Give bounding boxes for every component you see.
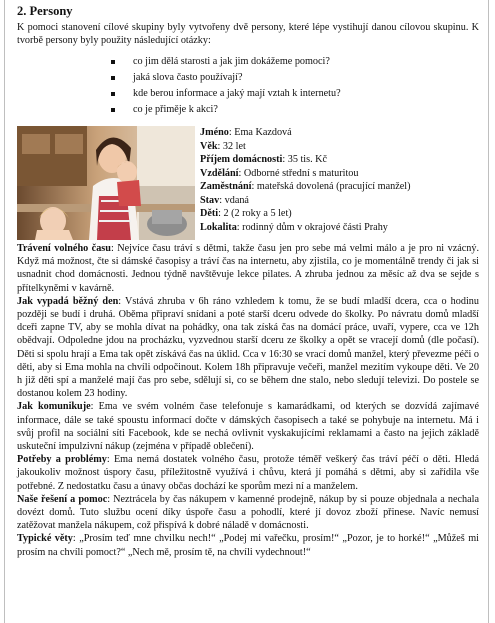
paragraph-solution: [17, 493, 479, 533]
paragraph-label: Naše řešení a pomoc: [17, 493, 108, 505]
paragraph-label: Potřeby a problémy: [17, 454, 107, 466]
paragraph-needs-problems: [17, 453, 479, 493]
profile-row: [200, 180, 410, 194]
section-heading: 2. Persony: [17, 4, 73, 18]
profile-row: [200, 140, 410, 154]
page-border-left: [4, 0, 5, 623]
paragraph-text: : „Prosím teď mne chvilku nech!“ „Podej mi vařečku, prosím!“ „Pozor, je to horké!“ „Můžeš mi prosím na chvíli pomoct?“ „Nech mě, prosím tě, na chvíli vydechnout!“: [17, 533, 479, 558]
paragraph-typical-phrases: [17, 532, 479, 558]
profile-row: [200, 126, 410, 140]
profile-label: Příjem domácnosti: [200, 154, 283, 165]
profile-row: [200, 167, 410, 181]
profile-label: Věk: [200, 140, 218, 152]
paragraph-label: Jak vypadá běžný den: [17, 295, 119, 307]
intro-paragraph: K pomoci stanovení cílové skupiny byly vytvořeny dvě persony, které lépe vystihují danou cílovou skupinu. K tvorbě persony byly použity následující otázky:: [17, 22, 479, 47]
profile-value: : Odborné střední s maturitou: [238, 167, 359, 179]
profile-value: : rodinný dům v okrajové části Prahy: [236, 221, 388, 233]
profile-row: [200, 153, 410, 167]
profile-value: : 32 let: [217, 140, 246, 152]
paragraph-text: : Neztrácela by čas nákupem v kamenné prodejně, nákup by si pouze objednala a nechala dovézt domů. Tuto službu ocení díky úspoře času a pohodlí, které jí dovoz zboží přinese. Navíc nemusí zatěžovat manžela nákupem, což přispívá k dobré náladě v domácnosti.: [17, 493, 479, 532]
profile-row: [200, 221, 410, 235]
persona-description: [17, 242, 479, 559]
profile-value: : mateřská dovolená (pracující manžel): [251, 181, 411, 192]
question-item: kde berou informace a jaký mají vztah k internetu?: [108, 86, 341, 102]
profile-row: [200, 207, 410, 221]
paragraph-typical-day: [17, 295, 479, 401]
paragraph-text: : Ema ve svém volném čase telefonuje s kamarádkami, od kterých se dozvídá zajímavé informace, dále se také spoustu informací dočte v dámských časopisech a také se pohybuje na internetu. Má i svůj profil na sociální síti Facebook, kde se nechá ovlivnit vyskakujícími reklamami a často na jejich základě uskuteční impulzivní nákup (zejména v případě oblečení).: [17, 401, 479, 453]
questions-list: [108, 54, 341, 118]
profile-label: Zaměstnání: [200, 181, 252, 192]
profile-row: [200, 194, 410, 208]
question-item: co je přiměje k akci?: [108, 102, 341, 118]
question-item: co jim dělá starosti a jak jim dokážeme pomoci?: [108, 54, 341, 70]
paragraph-text: : Nejvíce času tráví s dětmi, takže času jen pro sebe má velmi málo a je pro ni vzácný. Když má možnost, čte si dámské časopisy a tráví čas na internetu, aby zjistila, co je momentálně trendy či jak si usnadnit chod domácnosti. Jednou týdně navštěvuje lekce pilates. A zhruba jednou za měsíc až dva se sejde s přítelkyněmi v kavárně.: [17, 243, 479, 294]
page-border-right: [488, 0, 489, 623]
question-item: jaká slova často používají?: [108, 70, 341, 86]
persona-profile: [200, 126, 410, 234]
paragraph-label: Jak komunikuje: [17, 401, 91, 413]
paragraph-text: : Ema nemá dostatek volného času, protože téměř veškerý čas tráví péčí o děti. Hledá jakoukoliv možnost úspory času, příležitostně využívá i chůvu, která jí pomáhá s dětmi, aby si zařídila vše potřebné. Z nedostatku času a únavy občas dochází ke sporům mezi ní a manželem.: [17, 454, 479, 492]
profile-label: Vzdělání: [200, 167, 239, 179]
paragraph-label: Typické věty: [17, 533, 73, 545]
paragraph-communication: [17, 400, 479, 453]
persona-photo: [17, 126, 195, 240]
paragraph-free-time: [17, 242, 479, 295]
kitchen-mother-children-image: [17, 126, 195, 240]
profile-label: Lokalita: [200, 221, 237, 233]
profile-label: Jméno: [200, 127, 229, 138]
paragraph-text: : Vstává zhruba v 6h ráno vzhledem k tomu, že se budí mladší dcera, cca o hodinu později se budí i druhá. Oběma připraví snídani a poté starší dceru odvede do školky. Po návratu domů mladší dceři zapne TV, aby se mohla dívat na pohádky, ona tak získá čas na domácí práce, uvaří, vypere, cca ve 12h obědvají. Odpoledne jdou na procházku, vyzvednou starší dceru ze školky a opět se vracejí domů (dle počasí). Děti si spolu hrají a Ema tak opět získává čas na úklid. Cca v 16:30 se vrací domů manžel, který převezme péči o děti, aby si Ema mohla na chvíli odpočinout. Kolem 18h připravuje večeři, manžel mezitím vykoupe děti. Ve 20 h již děti spí a manželé mají čas pro sebe, sdělují si, co se během dne stalo, nebo sledují televizi. Do postele se dostanou kolem 23 hodiny.: [17, 295, 479, 400]
profile-value: : 35 tis. Kč: [282, 154, 328, 165]
profile-label: Děti: [200, 208, 219, 219]
profile-label: Stav: [200, 194, 220, 206]
profile-value: : 2 (2 roky a 5 let): [218, 208, 292, 219]
profile-value: : vdaná: [219, 194, 249, 206]
paragraph-label: Trávení volného času: [17, 243, 111, 254]
profile-value: : Ema Kazdová: [228, 127, 292, 138]
